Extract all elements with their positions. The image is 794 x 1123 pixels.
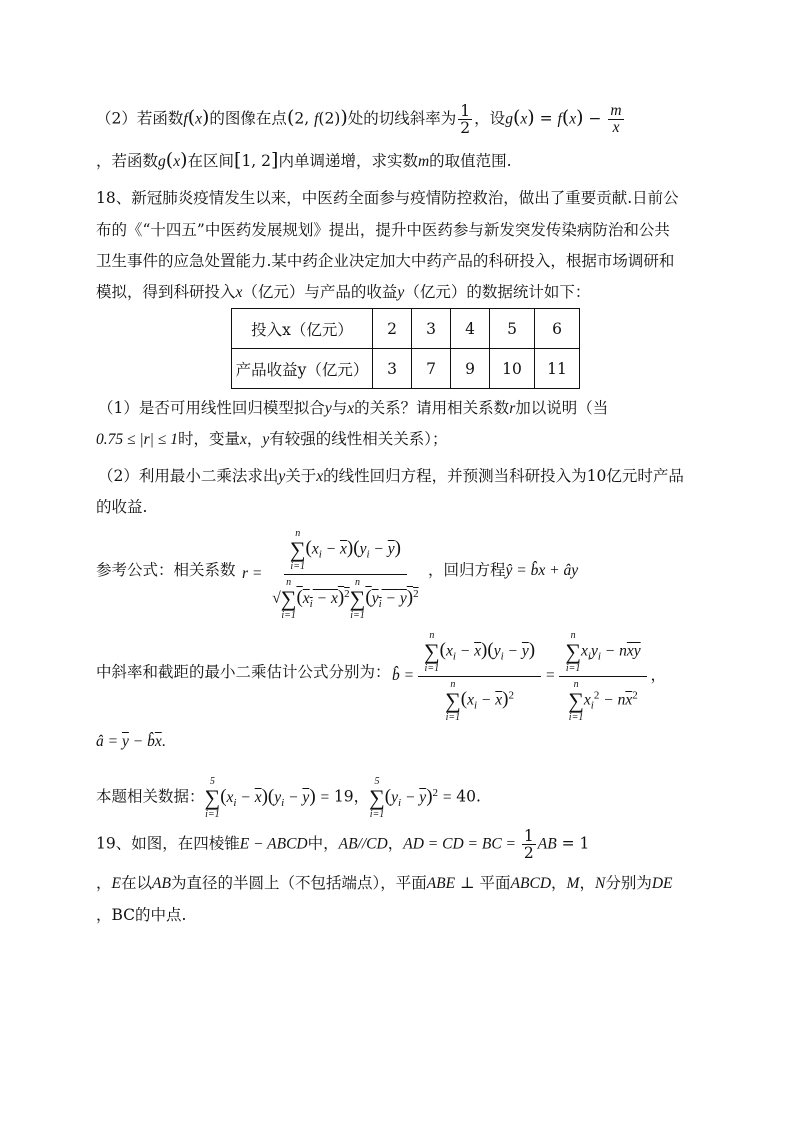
correlation-formula: r = n ∑ i=1 $(x_i - \overline{x})(y_i - \overline{y})$ √ n ∑ i=1 $(x_i - x)^2$ n ∑ i=1 $(y_i - y)^2$ [242,528,419,621]
reference-formula-line: 参考公式：相关系数 [96,561,236,579]
table-cell: 10 [490,349,535,389]
q17-part2-line-cont: ，若函数g(x)在区间[1, 2]内单调递增，求实数m的取值范围. [96,149,512,171]
table-cell: 11 [535,349,580,389]
q19-line-1: 19、如图，在四棱锥E − ABCD中，AB//CD，AD = CD = BC = $\frac{1}{2}$ AB = 1 [96,827,590,862]
table-row [232,349,580,389]
fraction-one-half: $\frac{1}{2}$ [460,102,471,137]
q19-line-3: ，BC的中点. [96,906,187,924]
q18-line-4: 模拟，得到科研投入x（亿元）与产品的收益y（亿元）的数据统计如下： [96,283,591,301]
q19-line-2: ，E在以AB为直径的半圆上（不包括端点），平面ABE ⊥ 平面ABCD，M，N分别为DE [96,874,673,892]
table-cell-label: 产品收益y（亿元） [232,349,373,389]
table-cell: 6 [535,309,580,349]
regression-equation-line: ，回归方程ŷ = b̂x + ây [428,561,579,579]
q18-sub2-line-cont: 的收益. [96,498,148,516]
q18-line-1: 18、新冠肺炎疫情发生以来，中医药全面参与疫情防控救治，做出了重要贡献.日前公 [96,189,679,207]
table-row [232,309,580,349]
q18-line-3: 卫生事件的应急处置能力.某中药企业决定加大中药产品的科研投入，根据市场调研和 [96,252,675,270]
table-cell: 4 [451,309,490,349]
least-squares-line: 中斜率和截距的最小二乘估计公式分别为： [96,663,391,681]
q17-part2-line: （2）若函数f(x)的图像在点(2, f(2))处的切线斜率为 $\frac{1}{2}$ ，设g(x) = f(x) − $\frac{m}{x}$ [96,102,622,137]
related-data-line: 本题相关数据： 5 ∑ i=1 $(x_i - \overline{x})(y_i - \overline{y}) = 19$， 5 ∑ i=1 $(y_i - \overline{y})^2 = 40$. [96,776,481,820]
data-table [231,308,580,389]
table-cell: 9 [451,349,490,389]
least-squares-formula: b̂ = n ∑ i=1 $(x_i - \overline{x})(y_i - \overline{y})$ n ∑ i=1 $(x_i - \overline{x})^2$ = n ∑ i=1 $x_iy_i - n\overline{xy}$ n ∑ i=1 $x_i^2 - n\overline{x}^2$ ， [392,630,667,723]
q18-sub1-line: （1）是否可用线性回归模型拟合y与x的关系？请用相关系数r加以说明（当 [98,399,609,417]
q18-line-2: 布的《“十四五”中医药发展规划》提出，提升中医药参与新发突发传染病防治和公共 [96,221,670,239]
q18-sub1-line-cont: 0.75 ≤ |r| ≤ 1时，变量x，y有较强的线性相关关系）； [96,430,448,448]
table-cell: 3 [373,349,412,389]
table-cell: 2 [373,309,412,349]
table-cell: 7 [412,349,451,389]
intercept-formula: â = $\overline{y}$ − $b̂\overline{x}$. [96,733,166,750]
table-cell: 3 [412,309,451,349]
q18-sub2-line: （2）利用最小二乘法求出y关于x的线性回归方程，并预测当科研投入为10亿元时产品 [98,467,684,485]
table-cell: 5 [490,309,535,349]
table-cell-label: 投入x（亿元） [232,309,373,349]
